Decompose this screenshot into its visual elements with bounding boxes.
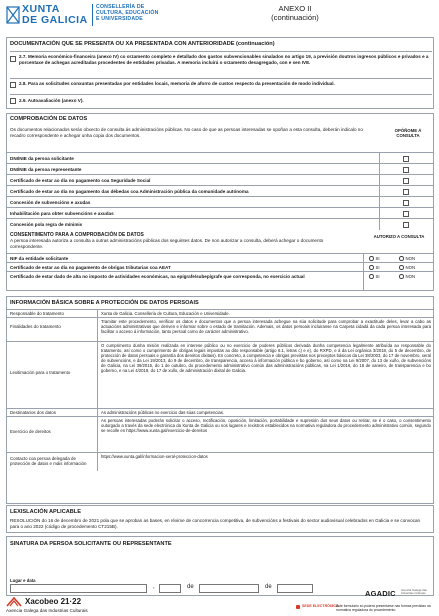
docs-item-2: 2.8. Para as solicitudes conxuntas presentadas por entidades locais, memoria de aforro de custos respecto da presentación de modo individual. [10,78,432,93]
consent-yes-radio[interactable] [369,274,380,279]
column-divider [97,318,98,342]
data-protection-value: Tramitar este procedemento, verificar os datos e documentos que a persoa interesada achegue na súa solicitude para comprobar a exactitude deles, levar a cabo as actuacións administrativas que deriven e informar sobre o estado de tramitación. Ademais, os datos persoais incluiranse na Carpeta cidadá da cada persoa interesada para facilitar o acceso á información, tanto persoal como de carácter administrativo. [101,319,431,335]
verify-item [7,152,433,163]
data-protection-label: Finalidades do tratamento [10,324,61,329]
data-protection-label: Exercicio de dereitos [10,429,51,434]
consent-title: CONSENTIMENTO PARA A COMPROBACIÓN DE DATOS [10,232,144,238]
docs-item-1: 2.7. Memoria económico-financeira (anexo IV) co orzamento completo e detallado dos gastos subvencionables sinalados no artigo 19, a previsión doutros ingresos públicos e privados e a porcentaxe de achegas acreditadas procedentes de entidades privadas. A memoria incluirá o orzamento desagregado, con e sen IVE. [10,51,432,77]
yes-label: SI [375,264,380,270]
verify-item [7,174,433,185]
verify-item [7,207,433,218]
xunta-logo [6,4,90,30]
header-divider [92,4,93,26]
legislation-text: RESOLUCIÓN do 16 de decembro de 2021 pola que se aproban as bases, en réxime de concorrencia competitiva, de subvencións a festivais do sector audiovisual celebrados en Galicia e se convocan para o ano 2022 (código de procedemento CT215B). [10,518,421,529]
verify-intro: Os documentos relacionados serán obxecto de consulta ás administracións públicas. No caso de que as persoas interesadas se opoñan a esta consulta, deberán indicalo no recadro correspondente e achegar unha copia dos documentos. [10,127,363,138]
oppose-checkbox[interactable] [403,178,409,184]
sede-icon [296,605,300,609]
oppose-checkbox[interactable] [403,211,409,217]
department-name: CONSELLERÍA DE CULTURA, EDUCACIÓN E UNIVERSIDADE [96,4,159,23]
consent-item-label: NIF da entidade solicitante [10,256,69,261]
docs-item-3: 2.9. Autoavaliación (anexo V). [10,94,432,107]
verify-section-title: COMPROBACIÓN DE DATOS [10,116,88,122]
data-protection-row [7,408,433,416]
radio-circle[interactable] [369,274,374,279]
authorize-column-header: AUTORIZO A CONSULTA [373,234,425,239]
yes-label: SI [375,255,380,261]
agadic-logo: AGADIC Axencia Galega das Industrias Culturais [365,588,427,598]
oppose-checkbox[interactable] [403,167,409,173]
consent-no-radio[interactable] [399,256,415,261]
verify-item-label: DNI/NIE da persoa representante [10,167,82,172]
data-protection-label: Responsable do tratamento [10,311,64,316]
consent-text: A persoa interesada autoriza a consulta a outras administracións públicas dos seguintes datos. De non autorizar a consulta, deberá achegar o documento correspondente. [10,238,324,249]
data-protection-row [7,309,433,317]
no-label: NON [405,264,416,270]
verify-item-label: Concesión pola regra de mínimis [10,222,83,227]
radio-circle[interactable] [399,265,404,270]
agency-name: Axencia Galega das Industrias Culturais [6,608,88,613]
xacobeo-emblem-icon [6,597,22,607]
docs-item-1-checkbox[interactable] [10,56,16,62]
oppose-checkbox[interactable] [403,156,409,162]
verify-item [7,218,433,229]
consent-item [7,271,433,290]
signature-title: SINATURA DA PERSOA SOLICITANTE OU REPRESENTANTE [10,541,172,547]
data-protection-row [7,452,433,470]
no-label: NON [405,255,416,261]
no-label: NON [405,273,416,279]
data-protection-label: Contacto coa persoa delegada de protección de datos e máis información [10,456,87,467]
data-protection-row [7,317,433,341]
verify-section [6,113,434,291]
place-input[interactable] [10,584,147,593]
consent-item-label: Certificado de estar dado de alta no imposto de actividades económicas, na epígrafe/subepígrafe que corresponda, no exercicio actual [10,274,305,279]
data-protection-label: Lexitimación para o tratamento [10,369,71,375]
logo-text: XUNTA [22,3,60,15]
year-input[interactable] [277,584,313,593]
data-protection-value: https://www.xunta.gal/informacion-xeral-proteccion-datos [101,454,208,459]
verify-item-label: DNI/NIE da persoa solicitante [10,156,74,161]
data-protection-title: INFORMACIÓN BÁSICA SOBRE A PROTECCIÓN DE DATOS PERSOAIS [10,300,199,306]
comma-sep: , [153,584,155,590]
logo-text-2: DE GALICIA [22,14,88,26]
sede-electronica-note: SEDE ELECTRÓNICA Este formulario só poderá presentarse nas formas previstas na normativa reguladora do procedemento [296,604,436,616]
consent-no-radio[interactable] [399,265,415,270]
radio-circle[interactable] [369,256,374,261]
data-protection-label: Destinatarios dos datos [10,410,56,415]
verify-item [7,185,433,196]
consent-item [7,253,433,262]
consent-no-radio[interactable] [399,274,415,279]
column-divider [97,417,98,453]
month-input[interactable] [199,584,259,593]
docs-section [6,37,434,109]
verify-item-label: Certificado de estar ao día no pagamento coa Seguridade Social [10,178,151,183]
de-sep-1: de [187,584,194,590]
verify-item-label: Certificado de estar ao día no pagamento das débedas coa Administración pública da comunidade autónoma [10,189,249,194]
oppose-checkbox[interactable] [403,200,409,206]
oppose-column-header: OPÓÑOME Á CONSULTA [394,128,422,139]
consent-yes-radio[interactable] [369,265,380,270]
column-divider [363,272,364,291]
data-protection-value: As administracións públicas no exercicio das súas competencias. [101,410,225,415]
xunta-emblem-icon [6,6,20,24]
verify-item-label: Inhabilitación para obter subvencións e axudas [10,211,114,216]
docs-item-2-checkbox[interactable] [10,82,16,88]
data-protection-value: As persoas interesadas poderán solicitar o acceso, rectificación, oposición, limitación, portabilidade e supresión dos seus datos ou retirar, se é o caso, o consentimento outorgado a través da sede electrónica da Xunta de Galicia ou nos lugares e rexistros establecidos na normativa reguladora do procedemento administrativo común, segundo se recolle en https://www.xunta.gal/exercicio-de-dereitos [101,418,431,434]
verify-item [7,196,433,207]
data-protection-row [7,341,433,408]
data-protection-value: O cumprimento dunha misión realizada en interese público ou no exercicio de poderes públicos derivada dunha competencia legalmente atribuída ao responsable do tratamento, así como o cumprimento de obrigas legais impostas ao dito responsable (artigo 6.1, letras c) e e), do RXPD, e á da Lei orgánica 3/2018, do 5 de decembro, de protección de datos persoais e garantía dos dereitos dixitais). En concreto, a competencia e obrigas previstas nos preceptos básicos da Lei 38/2003, do 17 de novembro, xeral de subvencións, e da Lei 19/2013, do 9 de decembro, de transparencia, acceso á información pública e bo goberno, así como na Lei 9/2007, do 13 de xuño, de subvencións de Galicia, na Lei 39/2015, do 1 de outubro, do procedemento administrativo común das administracións públicas, na Lei 1/2016, do 18 de xaneiro, de transparencia e bo goberno, e na Lei 4/2019, do 17 de xullo, de administración dixital de Galicia. [101,343,431,374]
consent-item-label: Certificado de estar ao día no pagamento de obrigas tributarias coa AEAT [10,265,171,270]
docs-section-title: DOCUMENTACIÓN QUE SE PRESENTA OU XA PRESENTADA CON ANTERIORIDADE (continuación) [10,41,275,47]
consent-item [7,262,433,271]
de-sep-2: de [265,584,272,590]
legislation-section [6,505,434,533]
docs-item-3-checkbox[interactable] [10,98,16,104]
data-protection-value: Xunta de Galicia. Consellería de Cultura, Educación e Universidade. [101,311,230,316]
radio-circle[interactable] [399,274,404,279]
yes-label: SI [375,273,380,279]
data-protection-row [7,416,433,452]
annex-title: ANEXO II (continuación) [271,4,319,22]
column-divider [97,342,98,409]
column-divider [97,453,98,471]
verify-item-label: Concesión de subvencións e axudas [10,200,91,205]
oppose-checkbox[interactable] [403,189,409,195]
radio-circle[interactable] [399,256,404,261]
legislation-title: LEXISLACIÓN APLICABLE [10,509,81,515]
consent-yes-radio[interactable] [369,256,380,261]
radio-circle[interactable] [369,265,374,270]
oppose-checkbox[interactable] [403,222,409,228]
column-divider [379,219,380,230]
verify-item [7,163,433,174]
data-protection-section [6,296,434,504]
place-date-label: Lugar e data [10,578,36,583]
day-input[interactable] [159,584,181,593]
